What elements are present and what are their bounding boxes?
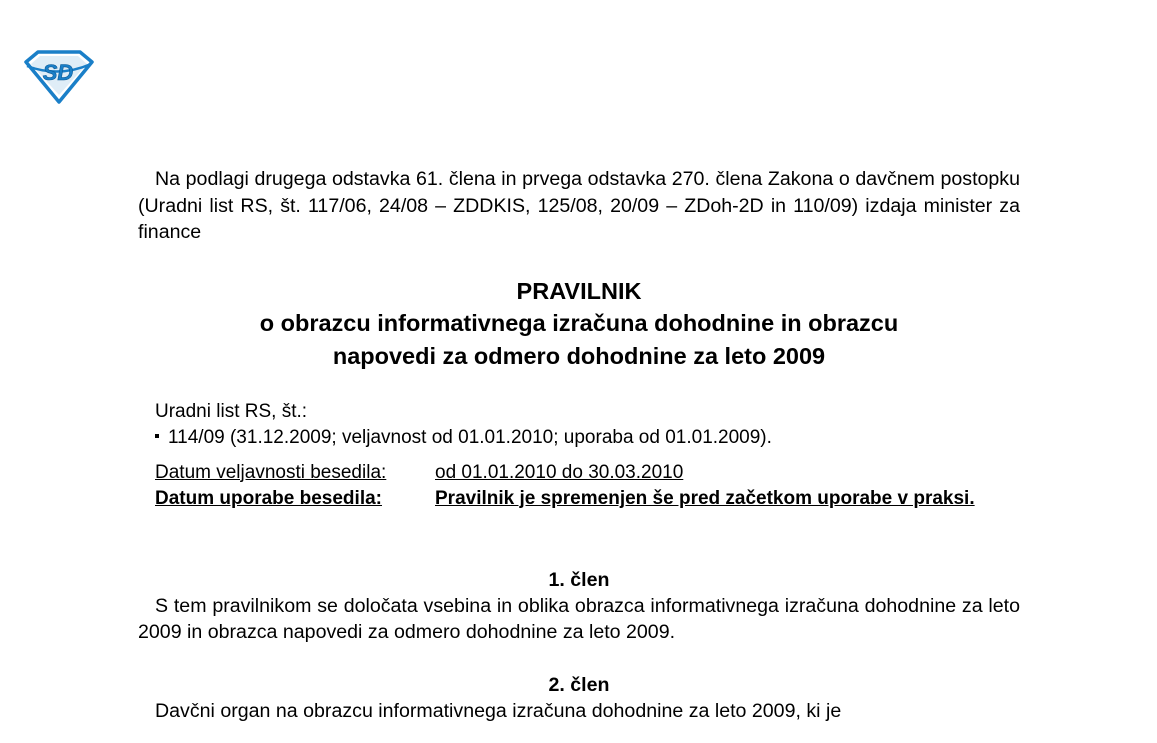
sd-diamond-logo-icon (22, 50, 96, 104)
use-date-label: Datum uporabe besedila: (155, 487, 382, 509)
logo-text: SD (42, 60, 74, 85)
article-1-heading: 1. člen (548, 568, 610, 591)
title-line-2: o obrazcu informativnega izračuna dohodnine in obrazcu (259, 310, 899, 336)
article-2-heading: 2. člen (548, 673, 610, 696)
gazette-item-text: 114/09 (31.12.2009; veljavnost od 01.01.2010; uporaba od 01.01.2009). (168, 426, 772, 448)
preamble-paragraph: Na podlagi drugega odstavka 61. člena in prvega odstavka 270. člena Zakona o davčnem postopku (Uradni list RS, št. 117/06, 24/08 – ZDDKIS, 125/08, 20/09 – ZDoh-2D in 110/09) izdaja minister za finance (138, 168, 1020, 243)
gazette-reference (138, 399, 1020, 451)
title-line-1: PRAVILNIK (516, 277, 642, 304)
document-title (138, 275, 1020, 373)
gazette-item (155, 425, 1020, 451)
bullet-icon (155, 434, 159, 438)
validity-date-label: Datum veljavnosti besedila: (155, 461, 387, 483)
use-date-value: Pravilnik je spremenjen še pred začetkom uporabe v praksi. (435, 487, 975, 509)
dates-table (155, 460, 1000, 512)
document-body (138, 166, 1020, 724)
article-2-text: Davčni organ na obrazcu informativnega izračuna dohodnine za leto 2009, ki je (155, 699, 842, 722)
title-line-3: napovedi za odmero dohodnine za leto 2009 (332, 342, 826, 369)
article-1-text: S tem pravilnikom se določata vsebina in oblika obrazca informativnega izračuna dohodnine za leto 2009 in obrazca napovedi za odmero dohodnine za leto 2009. (138, 594, 1020, 644)
validity-date-value: od 01.01.2010 do 30.03.2010 (435, 461, 684, 483)
gazette-label: Uradni list RS, št.: (155, 401, 308, 422)
